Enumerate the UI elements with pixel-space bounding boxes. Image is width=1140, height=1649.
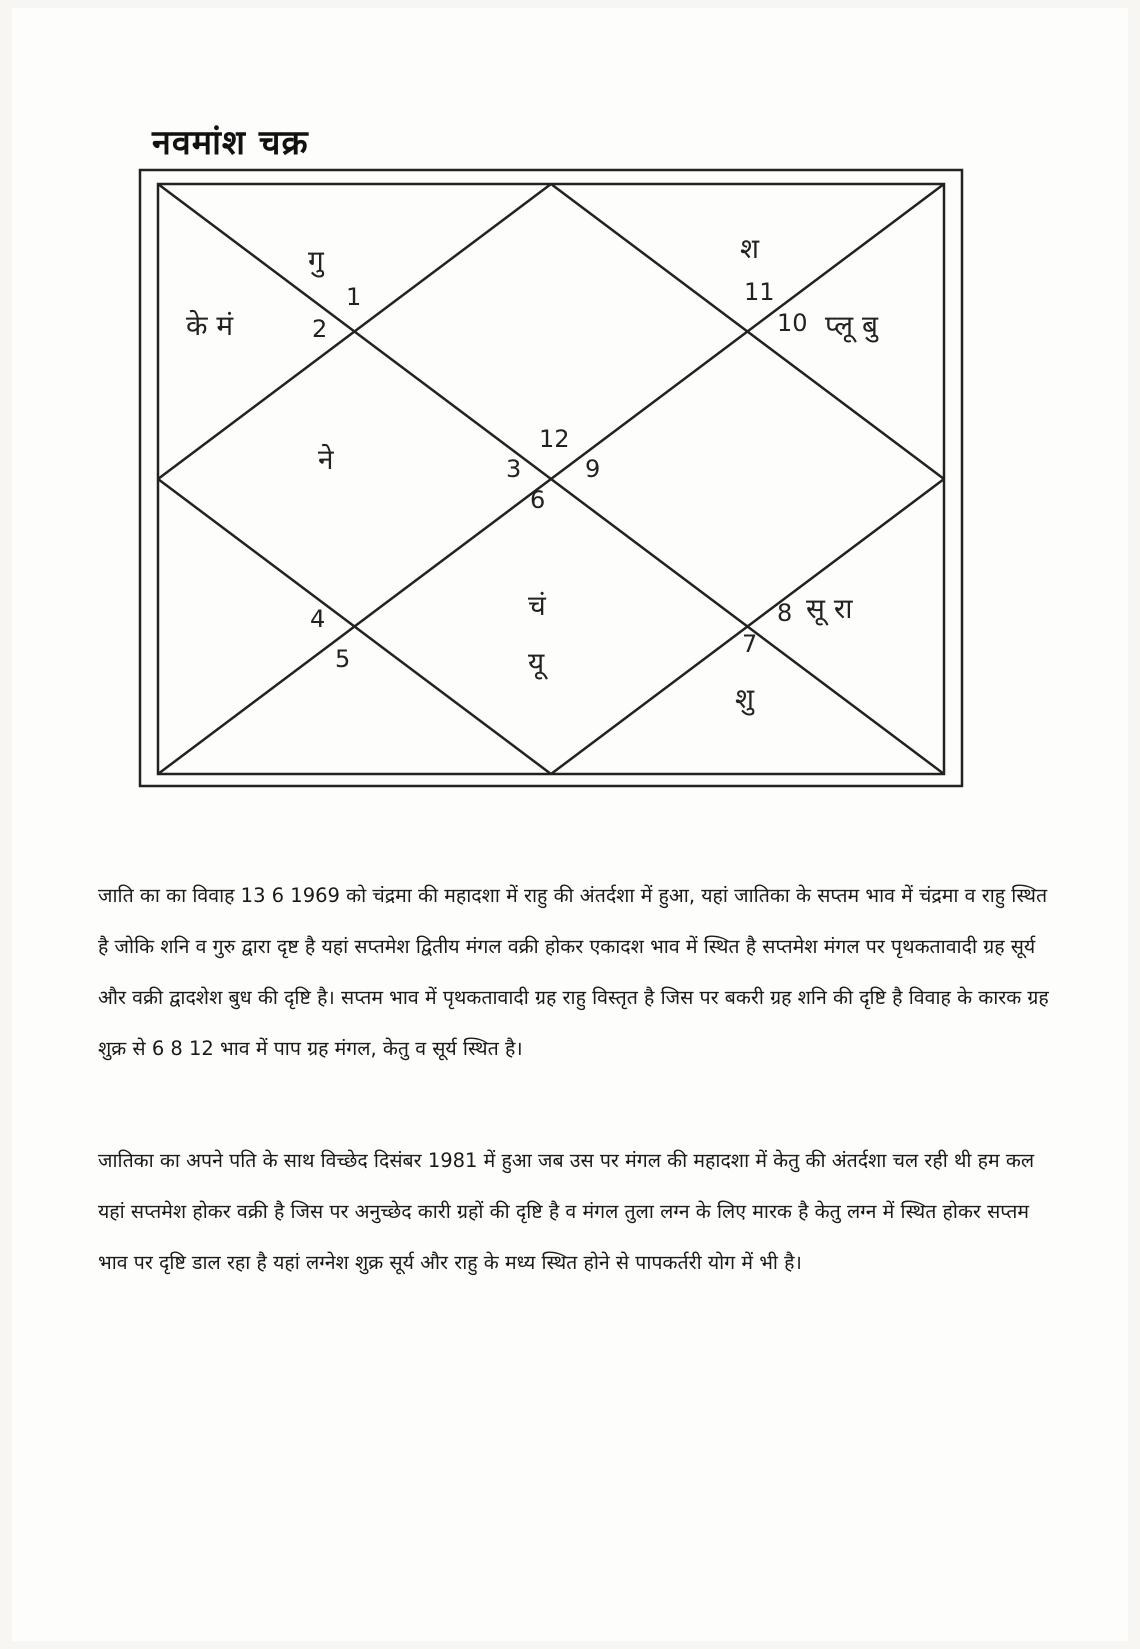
planet-shani: श: [740, 232, 760, 265]
planet-shukra: शु: [735, 682, 755, 715]
planet-surya-rahu: सू रा: [806, 592, 853, 625]
paragraph-marriage-analysis: जाति का का विवाह 13 6 1969 को चंद्रमा की महादशा में राहु की अंतर्दशा में हुआ, यहां जातिका के सप्तम भाव में चंद्रमा व राहु स्थित है जोकि शनि व गुरु द्वारा दृष्ट है यहां सप्तमेश द्वितीय मंगल वक्री होकर एकादश भाव में स्थित है सप्तमेश मंगल पर पृथकतावादी ग्रह सूर्य और वक्री द्वादशेश बुध की दृष्टि है। सप्तम भाव में पृथकतावादी ग्रह राहु विस्तृत है जिस पर बकरी ग्रह शनि की दृष्टि है विवाह के कारक ग्रह शुक्र से 6 8 12 भाव में पाप ग्रह मंगल, केतु व सूर्य स्थित है।: [98, 884, 1049, 1060]
planet-uranus: यू: [528, 646, 545, 679]
house-number-3: 3: [506, 455, 522, 483]
house-number-7: 7: [742, 630, 758, 658]
planet-pluto-budh: प्लू बु: [825, 309, 879, 342]
house-number-5: 5: [335, 645, 351, 673]
house-number-12: 12: [539, 425, 570, 453]
house-number-8: 8: [777, 599, 793, 627]
planet-ketu-mangal: के मं: [186, 309, 234, 342]
house-number-10: 10: [777, 309, 808, 337]
house-number-6: 6: [530, 486, 546, 514]
house-number-9: 9: [585, 455, 601, 483]
planet-guru: गु: [308, 244, 324, 277]
chart-diagonals: [158, 184, 944, 774]
planet-neptune: ने: [318, 443, 334, 476]
planet-chandra: चं: [528, 589, 546, 622]
house-number-4: 4: [310, 605, 326, 633]
house-number-2: 2: [312, 315, 328, 343]
house-number-11: 11: [744, 278, 775, 306]
paragraph-separation-analysis: जातिका का अपने पति के साथ विच्छेद दिसंबर 1981 में हुआ जब उस पर मंगल की महादशा में केतु की अंतर्दशा चल रही थी हम कल यहां सप्तमेश होकर वक्री है जिस पर अनुच्छेद कारी ग्रहों की दृष्टि है व मंगल तुला लग्न के लिए मारक है केतु लग्न में स्थित होकर सप्तम भाव पर दृष्टि डाल रहा है यहां लग्नेश शुक्र सूर्य और राहु के मध्य स्थित होने से पापकर्तरी योग में भी है।: [98, 1149, 1035, 1274]
house-number-1: 1: [346, 283, 362, 311]
chart-heading: नवमांश चक्र: [152, 123, 309, 163]
